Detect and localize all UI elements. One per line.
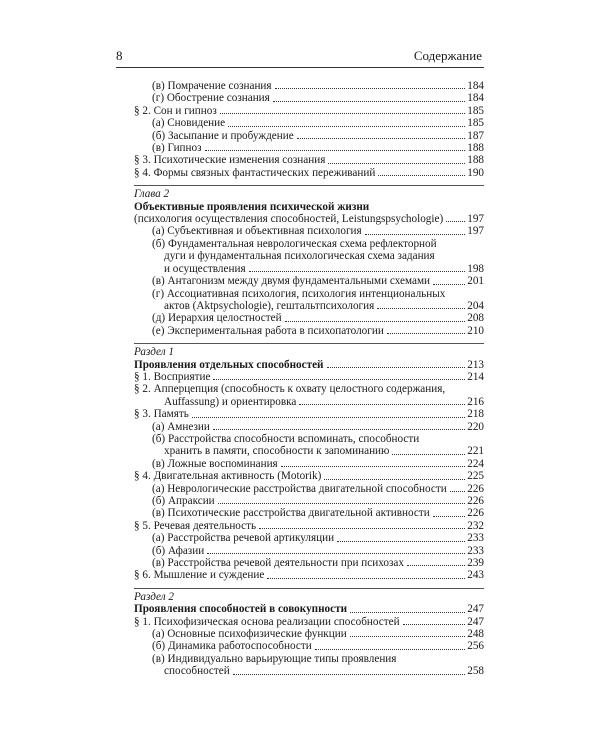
leader-dots xyxy=(327,367,466,368)
leader-dots xyxy=(392,454,465,455)
section-title: Проявления отдельных способностей xyxy=(134,358,324,371)
toc-entry-label: § 2. Сон и гипноз xyxy=(134,104,217,117)
leader-dots xyxy=(450,491,466,492)
toc-entry-label-cont: и осуществления xyxy=(164,262,246,275)
section-heading: Раздел 1 xyxy=(134,343,484,358)
toc-entry-page: 239 xyxy=(467,557,484,570)
toc-entry[interactable] xyxy=(134,275,484,287)
leader-dots xyxy=(350,612,465,613)
header-rule xyxy=(116,67,484,68)
toc-entry-page: 213 xyxy=(467,358,484,371)
leader-dots xyxy=(315,649,466,650)
chapter-heading: Глава 2 xyxy=(134,185,484,200)
toc-entry-label: (е) Экспериментальная работа в психопатологии xyxy=(152,324,384,337)
leader-dots xyxy=(328,163,465,164)
leader-dots xyxy=(378,175,465,176)
leader-dots xyxy=(249,271,466,272)
toc-entry[interactable] xyxy=(134,92,484,104)
toc-entry-page: 197 xyxy=(467,225,484,238)
toc-entry-page: 256 xyxy=(467,640,484,653)
toc-entry-page: 204 xyxy=(467,299,484,312)
toc-entry[interactable] xyxy=(134,154,484,166)
toc-entry-label: (б) Афазии xyxy=(152,544,205,557)
leader-dots xyxy=(259,528,465,529)
toc-entry[interactable] xyxy=(134,470,484,482)
toc-entry-label: § 4. Двигательная активность (Motorik) xyxy=(134,470,322,483)
toc-entry-label-cont: способностей xyxy=(164,665,230,678)
toc-entry-page: 233 xyxy=(467,532,484,545)
table-of-contents xyxy=(134,80,484,678)
toc-entry-page: 224 xyxy=(467,457,484,470)
leader-dots xyxy=(192,417,465,418)
toc-entry-label: (а) Основные психофизические функции xyxy=(152,628,347,641)
toc-entry-page: 258 xyxy=(467,665,484,678)
leader-dots xyxy=(228,126,465,127)
toc-entry-label: (психология осуществления способностей, Leistungspsychologie) xyxy=(134,213,444,226)
toc-entry-label: (а) Сновидение xyxy=(152,117,226,130)
toc-entry-label: (в) Психотические расстройства двигательной активности xyxy=(152,507,430,520)
leader-dots xyxy=(337,541,465,542)
chapter-title: Объективные проявления психической жизни xyxy=(134,200,370,213)
toc-entry-page: 248 xyxy=(467,628,484,641)
toc-entry-label: § 4. Формы связных фантастических переживаний xyxy=(134,166,376,179)
toc-entry-page: 184 xyxy=(467,92,484,105)
toc-entry-page: 216 xyxy=(467,395,484,408)
leader-dots xyxy=(285,321,466,322)
running-header-title: Содержание xyxy=(413,48,482,63)
toc-entry-page: 185 xyxy=(467,104,484,117)
toc-entry[interactable] xyxy=(134,616,484,628)
toc-entry-label: (а) Амнезии xyxy=(152,420,210,433)
toc-entry-label: (б) Динамика работоспособности xyxy=(152,640,312,653)
toc-entry[interactable] xyxy=(134,142,484,154)
toc-entry[interactable] xyxy=(134,603,484,615)
toc-entry-label-cont: актов (Aktpsychologie), гештальтпсихология xyxy=(164,299,375,312)
toc-entry-page: 187 xyxy=(467,129,484,142)
toc-entry-label: (б) Расстройства способности вспоминать, способности xyxy=(152,432,420,445)
section-heading: Раздел 2 xyxy=(134,588,484,603)
toc-entry-page: 190 xyxy=(467,166,484,179)
toc-entry[interactable] xyxy=(134,557,484,569)
leader-dots xyxy=(281,466,466,467)
toc-entry[interactable] xyxy=(134,288,484,313)
toc-entry-label-cont: дуги и фундаментальная психологическая схема задания xyxy=(164,250,435,263)
toc-entry-label: (в) Помрачение сознания xyxy=(152,80,272,92)
leader-dots xyxy=(350,636,466,637)
leader-dots xyxy=(365,234,466,235)
leader-dots xyxy=(407,565,465,566)
leader-dots xyxy=(403,624,466,625)
toc-entry-page: 185 xyxy=(467,117,484,130)
toc-entry[interactable] xyxy=(134,383,484,408)
toc-entry-page: 198 xyxy=(467,262,484,275)
toc-entry[interactable] xyxy=(134,532,484,544)
toc-entry-label: (а) Неврологические расстройства двигательной способности xyxy=(152,482,447,495)
toc-entry-page: 247 xyxy=(467,615,484,628)
toc-entry-label: (в) Расстройства речевой деятельности при психозах xyxy=(152,557,404,570)
toc-entry[interactable] xyxy=(134,520,484,532)
toc-entry[interactable] xyxy=(134,312,484,324)
toc-entry[interactable] xyxy=(134,105,484,117)
toc-entry-label-cont: хранить в памяти, способности к запоминанию xyxy=(164,445,390,458)
toc-entry[interactable] xyxy=(134,213,484,225)
toc-entry[interactable] xyxy=(134,359,484,371)
toc-entry[interactable] xyxy=(134,507,484,519)
toc-entry-label: § 3. Психотические изменения сознания xyxy=(134,154,326,167)
leader-dots xyxy=(267,578,465,579)
leader-dots xyxy=(275,88,466,89)
toc-entry[interactable] xyxy=(134,495,484,507)
toc-entry-label: (в) Индивидуально варьирующие типы проявления xyxy=(152,652,397,665)
leader-dots xyxy=(446,221,465,222)
toc-entry[interactable] xyxy=(134,225,484,237)
toc-entry-label: (б) Фундаментальная неврологическая схема рефлекторной xyxy=(152,237,437,250)
page-number: 8 xyxy=(116,48,123,63)
toc-entry-page: 201 xyxy=(467,275,484,288)
toc-entry-label: (д) Иерархия целостностей xyxy=(152,312,282,325)
toc-entry[interactable] xyxy=(134,628,484,640)
toc-entry[interactable] xyxy=(134,640,484,652)
leader-dots xyxy=(218,503,466,504)
toc-entry-page: 226 xyxy=(467,495,484,507)
toc-entry-page: 233 xyxy=(467,544,484,557)
toc-entry[interactable] xyxy=(134,80,484,92)
toc-entry-page: 221 xyxy=(467,445,484,458)
toc-entry-page: 226 xyxy=(467,507,484,520)
toc-entry[interactable] xyxy=(134,653,484,678)
toc-entry[interactable] xyxy=(134,408,484,420)
leader-dots xyxy=(233,674,465,675)
leader-dots xyxy=(387,333,465,334)
toc-entry-label: § 5. Речевая деятельность xyxy=(134,519,257,532)
toc-entry-page: 188 xyxy=(467,142,484,155)
toc-entry[interactable] xyxy=(134,569,484,581)
toc-entry-label: (в) Антагонизм между двумя фундаментальными схемами xyxy=(152,275,431,288)
toc-entry-page: 226 xyxy=(467,482,484,495)
leader-dots xyxy=(273,101,465,102)
toc-entry-page: 247 xyxy=(467,603,484,616)
toc-entry-page: 214 xyxy=(467,370,484,383)
toc-entry-label: (б) Апраксии xyxy=(152,495,215,507)
leader-dots xyxy=(433,516,465,517)
toc-entry[interactable] xyxy=(134,130,484,142)
toc-entry-page: 225 xyxy=(467,470,484,483)
toc-entry-page: 243 xyxy=(467,569,484,582)
toc-entry-label: (в) Гипноз xyxy=(152,142,202,155)
toc-entry[interactable] xyxy=(134,167,484,179)
toc-entry-page: 197 xyxy=(467,213,484,226)
leader-dots xyxy=(207,553,465,554)
leader-dots xyxy=(213,429,465,430)
leader-dots xyxy=(299,404,465,405)
toc-entry-page: 232 xyxy=(467,519,484,532)
toc-entry-label: (а) Субъективная и объективная психология xyxy=(152,225,362,238)
toc-entry[interactable] xyxy=(134,117,484,129)
toc-entry-page: 220 xyxy=(467,420,484,433)
toc-entry[interactable] xyxy=(134,545,484,557)
section-title: Проявления способностей в совокупности xyxy=(134,603,348,616)
toc-entry-page: 208 xyxy=(467,312,484,325)
toc-entry-page: 184 xyxy=(467,80,484,92)
toc-entry-page: 188 xyxy=(467,154,484,167)
toc-entry-label: § 3. Память xyxy=(134,408,189,421)
toc-entry-label: (г) Ассоциативная психология, психология интенциональных xyxy=(152,287,446,300)
toc-entry-label: (в) Ложные воспоминания xyxy=(152,457,278,470)
toc-entry-page: 218 xyxy=(467,408,484,421)
leader-dots xyxy=(297,138,466,139)
toc-entry[interactable] xyxy=(134,433,484,458)
toc-entry[interactable] xyxy=(134,325,484,337)
leader-dots xyxy=(220,113,465,114)
toc-entry-label: (б) Засыпание и пробуждение xyxy=(152,129,294,142)
leader-dots xyxy=(324,479,465,480)
toc-entry[interactable] xyxy=(134,421,484,433)
leader-dots xyxy=(205,150,466,151)
leader-dots xyxy=(433,284,465,285)
toc-entry-label: § 1. Психофизическая основа реализации способностей xyxy=(134,615,400,628)
toc-entry-label: (а) Расстройства речевой артикуляции xyxy=(152,532,335,545)
toc-entry[interactable] xyxy=(134,238,484,275)
toc-entry-label: (г) Обострение сознания xyxy=(152,92,270,105)
toc-entry[interactable] xyxy=(134,483,484,495)
leader-dots xyxy=(377,308,465,309)
toc-entry-label: § 2. Апперцепция (способность к охвату целостного содержания, xyxy=(134,383,446,396)
toc-entry-label: § 1. Восприятие xyxy=(134,370,211,383)
toc-entry-label-cont: Auffassung) и ориентировка xyxy=(164,395,297,408)
leader-dots xyxy=(213,379,465,380)
toc-entry-label: § 6. Мышление и суждение xyxy=(134,569,265,582)
toc-entry-page: 210 xyxy=(467,324,484,337)
toc-entry[interactable] xyxy=(134,371,484,383)
toc-entry[interactable] xyxy=(134,458,484,470)
